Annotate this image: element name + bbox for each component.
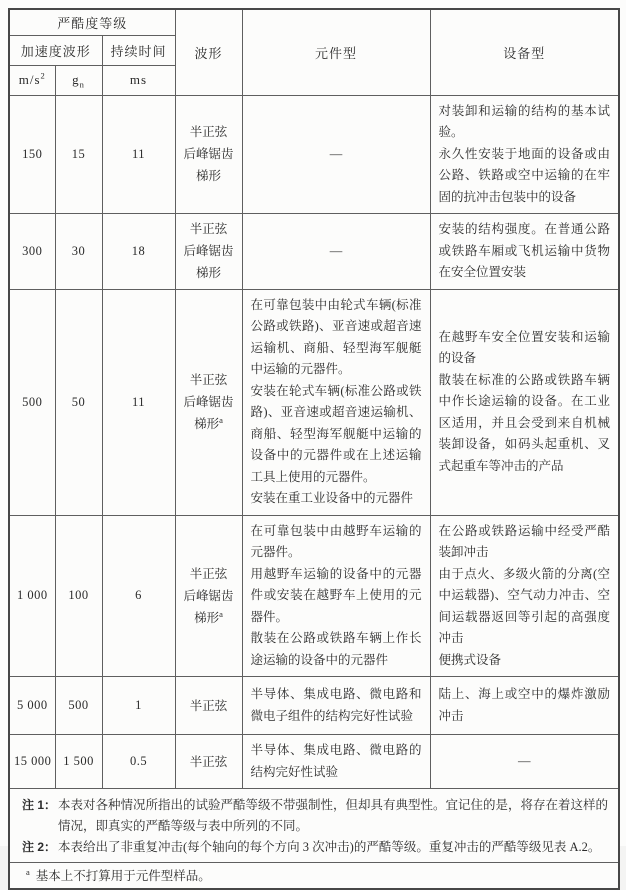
paragraph: 半导体、集成电路、微电路的结构完好性试验 (250, 743, 422, 779)
waveform-cell (175, 677, 242, 735)
component-cell (242, 677, 430, 735)
gn-value-cell: 100 (55, 515, 102, 677)
note-2-label: 注 2： (22, 840, 57, 854)
duration-value-cell: 1 (102, 677, 175, 735)
waveform-line: 后峰锯齿 (183, 395, 234, 409)
waveform-cell (175, 95, 242, 214)
duration-value-cell: 0.5 (102, 735, 175, 789)
table-body (9, 95, 619, 789)
duration-value-cell: 11 (102, 289, 175, 515)
table-footer (9, 789, 619, 889)
gn-value-cell: 15 (55, 95, 102, 214)
header-row-1 (9, 9, 619, 35)
acceleration-value-cell: 300 (9, 214, 55, 290)
equipment-cell (430, 735, 619, 789)
gn-value-cell: 50 (55, 289, 102, 515)
table-header (9, 9, 619, 95)
waveform-cell (175, 735, 242, 789)
equipment-cell (430, 95, 619, 214)
notes-row (9, 789, 619, 863)
footnote-text: 基本上不打算用于元件型样品。 (35, 869, 211, 884)
waveform-line: 半正弦 (189, 754, 228, 769)
waveform-line: 梯形$^a$ (194, 608, 223, 625)
notes-cell (9, 789, 619, 863)
waveform-cell (175, 214, 242, 290)
table-row (9, 677, 619, 735)
note-1-text: 本表对各种情况所指出的试验严酷等级不带强制性，但却具有典型性。宜记住的是，将存在着这样的情况，即真实的严酷等级与表中所列的不同。 (58, 798, 609, 833)
paragraph: 便携式设备 (438, 652, 502, 667)
waveform-line: 后峰锯齿 (183, 147, 234, 162)
equipment-cell (430, 515, 619, 677)
waveform-line: 后峰锯齿 (183, 588, 234, 603)
table-row (9, 515, 619, 677)
severity-group-header: 严酷度等级 (9, 9, 175, 35)
waveform-line: 半正弦 (189, 222, 228, 237)
acceleration-value-cell: 150 (9, 95, 55, 214)
waveform-line: 半正弦 (189, 698, 228, 713)
waveform-line: 梯形 (196, 169, 222, 184)
waveform-line: 半正弦 (189, 373, 228, 387)
gn-value-cell: 1 500 (55, 735, 102, 789)
waveform-line: 半正弦 (189, 125, 228, 140)
paragraph: — (329, 146, 343, 161)
note-1-label: 注 1： (22, 798, 57, 812)
table-row (9, 214, 619, 290)
acceleration-group-header: 加速度波形 (9, 35, 102, 65)
waveform-line: 梯形$^a$ (194, 414, 223, 431)
table-row (9, 735, 619, 789)
footnote-row (9, 863, 619, 889)
component-cell (242, 289, 430, 515)
paragraph: — (329, 243, 343, 258)
paragraph: 由于点火、多级火箭的分离(空中运载器)、空气动力冲击、空间运载器返回等引起的高强度冲击 (438, 566, 611, 645)
waveform-cell (175, 515, 242, 677)
paragraph: 在越野车安全位置安装和运输的设备 (438, 329, 611, 366)
paragraph: 散装在公路或铁路车辆上作长途运输的设备中的元器件 (250, 631, 422, 667)
acceleration-value-cell: 500 (9, 289, 55, 515)
footnote-marker: a (26, 867, 30, 878)
paragraph: 用越野车运输的设备中的元器件或安装在越野车上使用的元器件。 (250, 566, 422, 624)
equipment-column-header: 设备型 (430, 9, 619, 95)
duration-value-cell: 6 (102, 515, 175, 677)
component-cell (242, 735, 430, 789)
equipment-cell (430, 677, 619, 735)
equipment-cell (430, 289, 619, 515)
gn-value-cell: 500 (55, 677, 102, 735)
duration-value-cell: 11 (102, 95, 175, 214)
table-row (9, 289, 619, 515)
unit-ms-header: ms (102, 65, 175, 95)
note-2 (22, 837, 608, 858)
paragraph: 在公路或铁路运输中经受严酷装卸冲击 (438, 523, 611, 559)
acceleration-value-cell: 5 000 (9, 677, 55, 735)
note-1 (22, 795, 608, 837)
component-cell (242, 515, 430, 677)
unit-gn-header: $g_n$ (55, 65, 102, 95)
footnote-cell (9, 863, 619, 889)
note-2-text: 本表给出了非重复冲击(每个轴向的每个方向 3 次冲击)的严酷等级。重复冲击的严酷等级见表 A.2。 (58, 840, 601, 854)
paragraph: 安装在轮式车辆(标准公路或铁路)、亚音速或超音速运输机、商船、轻型海军舰艇中运输的设备中的元器件或在上述运输工具上使用的元器件。 (250, 383, 422, 484)
component-cell (242, 214, 430, 290)
duration-value-cell: 18 (102, 214, 175, 290)
gn-value-cell: 30 (55, 214, 102, 290)
waveform-column-header: 波形 (175, 9, 242, 95)
paragraph: — (518, 753, 531, 768)
component-column-header: 元件型 (242, 9, 430, 95)
waveform-line: 半正弦 (189, 566, 228, 581)
paragraph: 在可靠包装中由越野车运输的元器件。 (250, 523, 422, 559)
paragraph: 永久性安装于地面的设备或由公路、铁路或空中运输的在牢固的抗冲击包装中的设备 (438, 146, 611, 204)
table-row (9, 95, 619, 214)
paragraph: 在可靠包装中由轮式车辆(标准公路或铁路)、亚音速或超音速运输机、商船、轻型海军舰艇中运输的元器件。 (250, 297, 422, 376)
acceleration-value-cell: 15 000 (9, 735, 55, 789)
severity-table (8, 8, 620, 890)
waveform-line: 梯形 (196, 266, 222, 281)
unit-acceleration-header: $m/s^2$ (9, 65, 55, 95)
duration-group-header: 持续时间 (102, 35, 175, 65)
paragraph: 安装的结构强度。在普通公路或铁路车厢或飞机运输中货物在安全位置安装 (438, 222, 611, 279)
paragraph: 对装卸和运输的结构的基本试验。 (438, 103, 611, 139)
paragraph: 散装在标准的公路或铁路车辆中作长途运输的设备。在工业区适用，并且会受到来自机械装卸设备，如码头起重机、叉式起重车等冲击的产品 (438, 372, 611, 473)
equipment-cell (430, 214, 619, 290)
waveform-cell (175, 289, 242, 515)
waveform-line: 后峰锯齿 (183, 244, 234, 259)
paragraph: 半导体、集成电路、微电路和微电子组件的结构完好性试验 (250, 687, 422, 723)
acceleration-value-cell: 1 000 (9, 515, 55, 677)
component-cell (242, 95, 430, 214)
paragraph: 安装在重工业设备中的元器件 (250, 491, 414, 505)
paragraph: 陆上、海上或空中的爆炸激励冲击 (438, 687, 611, 723)
